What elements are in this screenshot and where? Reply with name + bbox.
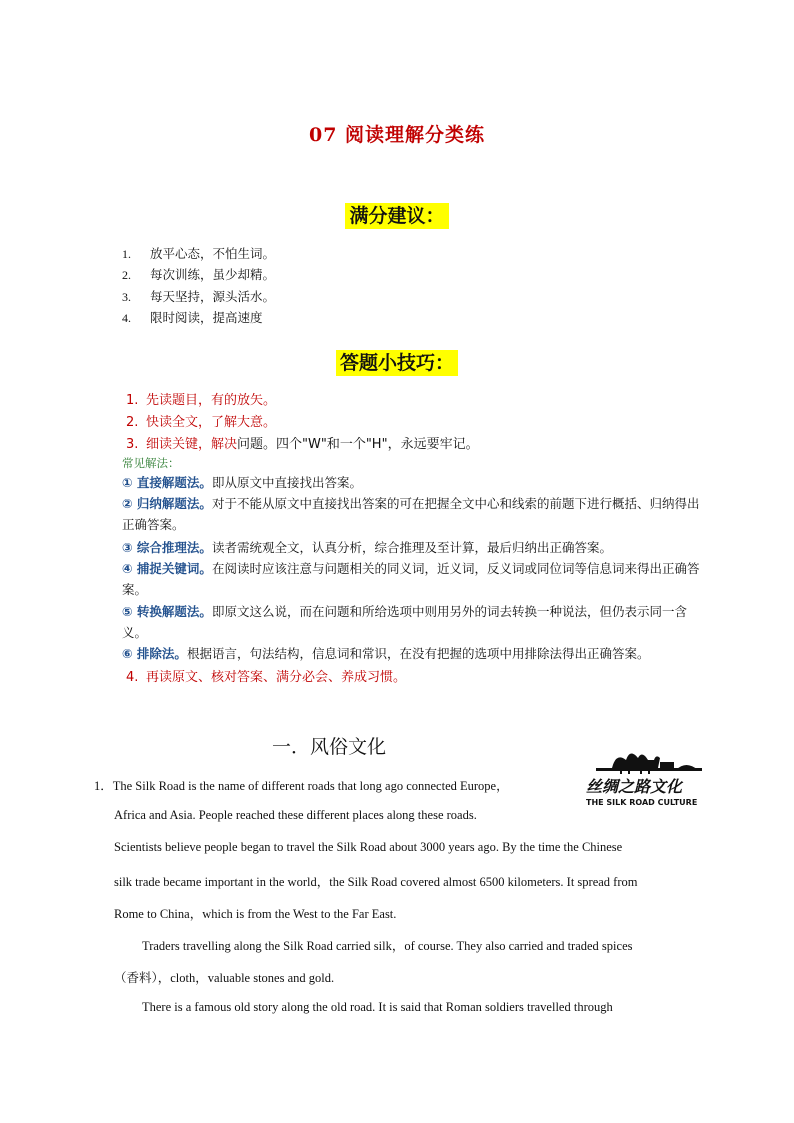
logo-text-en: THE SILK ROAD CULTURE: [586, 798, 698, 807]
advice-item: 4. 限时阅读，提高速度: [122, 310, 263, 325]
tip-step: 2. 快读全文，了解大意。: [126, 415, 277, 430]
tip-final: 4. 再读原文、核对答案、满分必会、养成习惯。: [126, 670, 407, 685]
advice-item: 1. 放平心态，不怕生词。: [122, 246, 276, 261]
tips-heading: 答题小技巧：: [336, 350, 458, 376]
tip-step: 1. 先读题目，有的放矢。: [126, 393, 277, 408]
method-item: ④ 捕捉关键词。在阅读时应该注意与问题相关的同义词，近义词，反义词或同位词等信息词来得出正确答案。: [122, 561, 700, 597]
silk-road-logo: [582, 738, 712, 814]
passage-line: Scientists believe people began to travel the Silk Road about 3000 years ago. By the time the Chinese: [114, 840, 623, 854]
tips-heading-wrap: [0, 348, 794, 375]
passage-line: Traders travelling along the Silk Road carried silk，of course. They also carried and traded spices: [142, 939, 633, 953]
method-item: ② 归纳解题法。对于不能从原文中直接找出答案的可在把握全文中心和线索的前题下进行概括、归纳得出正确答案。: [122, 496, 700, 532]
page-title: 07 阅读理解分类练: [308, 124, 486, 146]
method-item: ③ 综合推理法。读者需统观全文，认真分析，综合推理及至计算，最后归纳出正确答案。: [122, 540, 612, 555]
passage-line: （香料），cloth，valuable stones and gold.: [114, 971, 335, 985]
section-title: 一．风俗文化: [272, 736, 387, 758]
advice-heading: 满分建议：: [345, 203, 448, 229]
advice-item: 3. 每天坚持，源头活水。: [122, 289, 276, 304]
passage-line: Rome to China，which is from the West to the Far East.: [114, 907, 397, 921]
logo-text-cn: 丝绸之路文化: [586, 777, 683, 796]
method-item: ⑤ 转换解题法。即原文这么说，而在问题和所给选项中则用另外的词去转换一种说法，但仍表示同一含义。: [122, 604, 687, 640]
method-item: ⑥ 排除法。根据语言，句法结构，信息词和常识，在没有把握的选项中用排除法得出正确答案。: [122, 646, 650, 661]
passage-line: silk trade became important in the world，the Silk Road covered almost 6500 kilometers. It spread from: [114, 875, 638, 889]
advice-heading-wrap: [0, 201, 794, 228]
method-item: ① 直接解题法。即从原文中直接找出答案。: [122, 475, 362, 490]
passage-line: 1．The Silk Road is the name of different roads that long ago connected Europe，: [94, 779, 509, 793]
tip-step: 3. 细读关键，解决问题。四个"W"和一个"H"，永远要牢记。: [126, 437, 479, 452]
passage-line: Africa and Asia. People reached these different places along these roads.: [114, 808, 477, 822]
passage-line: There is a famous old story along the old road. It is said that Roman soldiers travelled through: [142, 1000, 613, 1014]
methods-label: 常见解法：: [122, 456, 180, 470]
advice-item: 2. 每次训练，虽少却精。: [122, 267, 276, 282]
